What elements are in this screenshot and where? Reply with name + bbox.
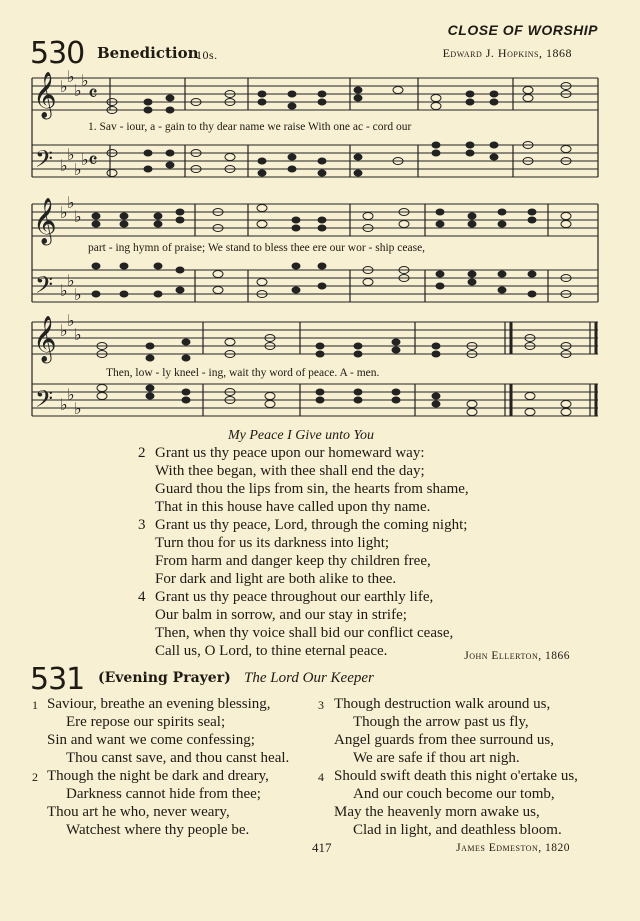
verse-line: Watchest where thy people be.	[66, 822, 250, 838]
verse-line: Grant us thy peace upon our homeward way:	[155, 445, 425, 461]
verse-line: With thee began, with thee shall end the day;	[155, 463, 425, 479]
page-number: 417	[312, 840, 332, 855]
hymn-531-subtitle: The Lord Our Keeper	[244, 670, 374, 686]
staff-system3-treble	[32, 322, 598, 354]
staff-system2-treble	[32, 204, 598, 236]
verse-line: Darkness cannot hide from thee;	[66, 786, 261, 802]
composer: Edward J. Hopkins, 1868	[442, 46, 572, 60]
lyrics-line-3: Then, low - ly kneel - ing, wait thy word of peace. A - men.	[106, 367, 380, 379]
svg-text:♭: ♭	[67, 271, 75, 290]
verse-line: Grant us thy peace, Lord, through the coming night;	[155, 517, 468, 533]
verse-line: Though destruction walk around us,	[334, 696, 551, 712]
stanza-number: 3	[138, 517, 146, 533]
verse-line: Though the night be dark and dreary,	[47, 768, 269, 784]
staff-system2-bass	[32, 270, 598, 302]
verse-line: Saviour, breathe an evening blessing,	[47, 696, 271, 712]
svg-text:♭: ♭	[60, 321, 68, 340]
verse-line: May the heavenly morn awake us,	[334, 804, 540, 820]
verse-line: Call us, O Lord, to thine eternal peace.	[155, 643, 388, 659]
svg-text:𝄞: 𝄞	[33, 198, 57, 244]
svg-text:𝄞: 𝄞	[33, 316, 57, 362]
svg-text:♭: ♭	[74, 285, 82, 304]
tune-name: Benediction	[97, 44, 199, 62]
verse-line: That in this house have called upon thy name.	[155, 499, 431, 515]
verse-line: Turn thou for us its darkness into light;	[155, 535, 390, 551]
hymn-530-subtitle: My Peace I Give unto You	[228, 428, 375, 443]
notes-system3-treble	[97, 335, 571, 362]
hymn-531-title: (Evening Prayer)	[98, 670, 231, 686]
verse-line: And our couch become our tomb,	[353, 786, 555, 802]
svg-text:♭: ♭	[74, 207, 82, 226]
notes-system1-bass	[107, 142, 571, 177]
verse-line: Angel guards from thee surround us,	[334, 732, 554, 748]
svg-text:♭: ♭	[67, 193, 75, 212]
verse-line: Grant us thy peace throughout our earthly life,	[155, 589, 434, 605]
svg-text:♭: ♭	[74, 325, 82, 344]
lyrics-line-2: part - ing hymn of praise; We stand to bless thee ere our wor - ship cease,	[88, 242, 426, 254]
verse-line: From harm and danger keep thy children free,	[155, 553, 431, 569]
stanza-number: 1	[32, 698, 38, 712]
stanza-number: 2	[138, 445, 146, 461]
verse-line: Should swift death this night o'ertake us,	[334, 768, 578, 784]
lyrics-line-1: 1. Sav - iour, a - gain to thy dear name we raise With one ac - cord our	[88, 121, 412, 133]
svg-text:𝄴: 𝄴	[88, 149, 98, 174]
verse-line: We are safe if thou art nigh.	[353, 750, 520, 766]
meter: 10s.	[196, 48, 218, 62]
svg-text:♭: ♭	[60, 281, 68, 300]
staff-system3-bass	[32, 384, 598, 416]
svg-text:♭: ♭	[74, 160, 82, 179]
music-score	[0, 0, 640, 430]
notes-system2-treble	[92, 205, 572, 232]
stanza-number: 3	[318, 698, 324, 712]
verse-line: For dark and light are both alike to thee.	[155, 571, 397, 587]
verse-line: Our balm in sorrow, and our stay in strife;	[155, 607, 407, 623]
svg-text:♭: ♭	[60, 203, 68, 222]
verse-line: Thou art he who, never weary,	[47, 804, 230, 820]
svg-text:♭: ♭	[81, 150, 89, 169]
verse-line: Then, when thy voice shall bid our conflict cease,	[155, 625, 454, 641]
svg-text:𝄢: 𝄢	[35, 385, 54, 418]
svg-text:♭: ♭	[60, 77, 68, 96]
section-title: CLOSE OF WORSHIP	[447, 22, 598, 38]
svg-text:♭: ♭	[60, 156, 68, 175]
svg-text:♭: ♭	[67, 145, 75, 164]
bass-clef: 𝄢	[35, 145, 54, 178]
verse-line: Sin and want we come confessing;	[47, 732, 255, 748]
svg-text:♭: ♭	[67, 385, 75, 404]
notes-system1-treble	[107, 83, 571, 114]
svg-text:♭: ♭	[67, 311, 75, 330]
svg-text:♭: ♭	[74, 399, 82, 418]
verse-line: Though the arrow past us fly,	[353, 714, 529, 730]
svg-text:♭: ♭	[81, 71, 89, 90]
verse-line: Ere repose our spirits seal;	[66, 714, 226, 730]
svg-text:♭: ♭	[74, 81, 82, 100]
verse-line: Thou canst save, and thou canst heal.	[66, 750, 290, 766]
verse-line: Clad in light, and deathless bloom.	[353, 822, 562, 838]
svg-text:♭: ♭	[67, 67, 75, 86]
stanza-number: 2	[32, 770, 38, 784]
verse-line: Guard thou the lips from sin, the hearts from shame,	[155, 481, 469, 497]
svg-text:♭: ♭	[60, 395, 68, 414]
hymn-530-author: John Ellerton, 1866	[464, 650, 570, 662]
hymn-531-author: James Edmeston, 1820	[456, 842, 570, 854]
hymn-number-531: 531	[30, 662, 85, 697]
svg-text:𝄴: 𝄴	[88, 82, 98, 107]
stanza-number: 4	[138, 589, 146, 605]
hymn-number-530: 530	[30, 36, 85, 71]
svg-text:𝄢: 𝄢	[35, 271, 54, 304]
stanza-number: 4	[318, 770, 324, 784]
treble-clef: 𝄞	[33, 72, 57, 118]
notes-system2-bass	[92, 263, 572, 298]
